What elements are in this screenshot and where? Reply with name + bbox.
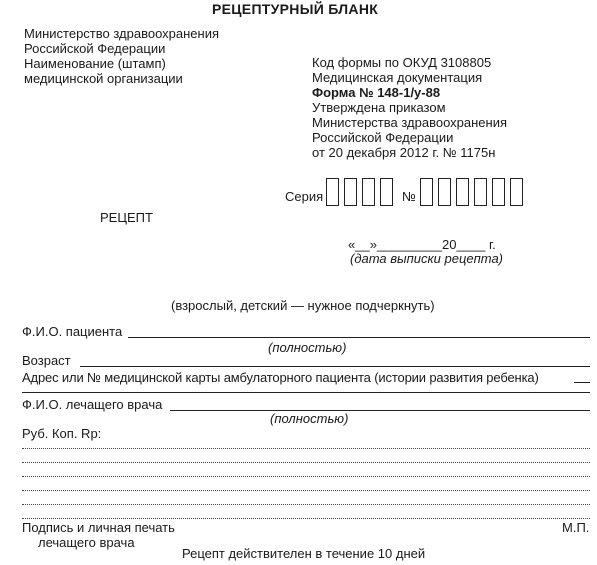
org-line-1: Министерство здравоохранения <box>24 26 219 41</box>
prescription-line-4[interactable] <box>22 490 590 491</box>
number-box-1[interactable] <box>420 178 433 206</box>
series-label: Серия <box>285 189 324 204</box>
prescription-line-3[interactable] <box>22 476 590 477</box>
series-box-3[interactable] <box>362 178 375 206</box>
address-field[interactable] <box>574 382 590 383</box>
patient-name-field[interactable] <box>128 337 590 338</box>
number-box-2[interactable] <box>438 178 451 206</box>
number-box-4[interactable] <box>474 178 487 206</box>
prescription-line-6[interactable] <box>22 518 590 519</box>
issue-date-caption: (дата выписки рецепта) <box>350 251 504 266</box>
prescription-line-2[interactable] <box>22 462 590 463</box>
doctor-name-hint: (полностью) <box>270 411 349 426</box>
organization-block <box>24 26 219 86</box>
address-label: Адрес или № медицинской карты амбулаторного пациента (истории развития ребенка) <box>22 370 539 385</box>
approved-line-2: Министерства здравоохранения <box>312 115 507 130</box>
series-box-2[interactable] <box>344 178 357 206</box>
issue-date-line[interactable]: «__»_________20____ г. <box>348 237 496 252</box>
signature-label-2: лечащего врача <box>38 535 135 550</box>
org-line-4: медицинской организации <box>24 71 183 86</box>
doctor-name-field[interactable] <box>170 410 590 411</box>
signature-label-1: Подпись и личная печать <box>22 520 175 535</box>
address-field-extra[interactable] <box>22 392 590 393</box>
number-box-6[interactable] <box>510 178 523 206</box>
number-box-3[interactable] <box>456 178 469 206</box>
prescription-line-5[interactable] <box>22 504 590 505</box>
validity-note: Рецепт действителен в течение 10 дней <box>182 546 426 561</box>
age-field[interactable] <box>80 366 590 367</box>
age-label: Возраст <box>22 353 71 368</box>
okud-code: Код формы по ОКУД 3108805 <box>312 55 492 70</box>
approved-line-4: от 20 декабря 2012 г. № 1175н <box>312 145 496 160</box>
series-box-4[interactable] <box>380 178 393 206</box>
doc-type: Медицинская документация <box>312 70 483 85</box>
patient-name-hint: (полностью) <box>268 340 347 355</box>
patient-name-label: Ф.И.О. пациента <box>22 324 123 339</box>
form-info-block <box>312 55 507 160</box>
patient-type: (взрослый, детский — нужное подчеркнуть) <box>171 298 435 313</box>
org-line-3: Наименование (штамп) <box>24 56 166 71</box>
form-number: Форма № 148-1/у-88 <box>312 85 441 100</box>
form-title: РЕЦЕПТУРНЫЙ БЛАНК <box>212 1 379 17</box>
series-box-1[interactable] <box>326 178 339 206</box>
stamp-label: М.П. <box>562 520 590 535</box>
recipe-label: РЕЦЕПТ <box>100 210 153 225</box>
number-label: № <box>402 189 416 204</box>
prescription-line-1[interactable] <box>22 448 590 449</box>
rub-kop-rp-label: Руб. Коп. Rp: <box>22 426 102 441</box>
doctor-name-label: Ф.И.О. лечащего врача <box>22 397 163 412</box>
approved-line-3: Российской Федерации <box>312 130 454 145</box>
org-line-2: Российской Федерации <box>24 41 166 56</box>
approved-line-1: Утверждена приказом <box>312 100 446 115</box>
number-box-5[interactable] <box>492 178 505 206</box>
